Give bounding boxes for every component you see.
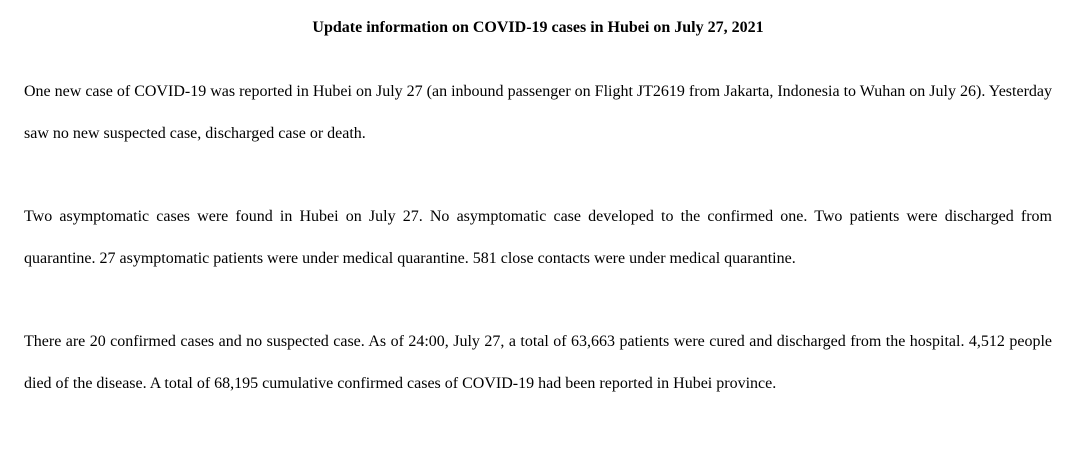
paragraph-cumulative-totals: There are 20 confirmed cases and no suspected case. As of 24:00, July 27, a total of 63,663 patients were cured and discharged from the hospital. 4,512 people died of the disease. A total of 68,195 cumulative confirmed cases of COVID-19 had been reported in Hubei province. (24, 333, 1052, 392)
document-title: Update information on COVID-19 cases in Hubei on July 27, 2021 (312, 19, 764, 36)
paragraph-asymptomatic-cases: Two asymptomatic cases were found in Hubei on July 27. No asymptomatic case developed to the confirmed one. Two patients were discharged from quarantine. 27 asymptomatic patients were under medical quarantine. 581 close contacts were under medical quarantine. (24, 208, 1052, 267)
paragraph-new-cases: One new case of COVID-19 was reported in Hubei on July 27 (an inbound passenger on Flight JT2619 from Jakarta, Indonesia to Wuhan on July 26). Yesterday saw no new suspected case, discharged case or death. (24, 83, 1052, 142)
